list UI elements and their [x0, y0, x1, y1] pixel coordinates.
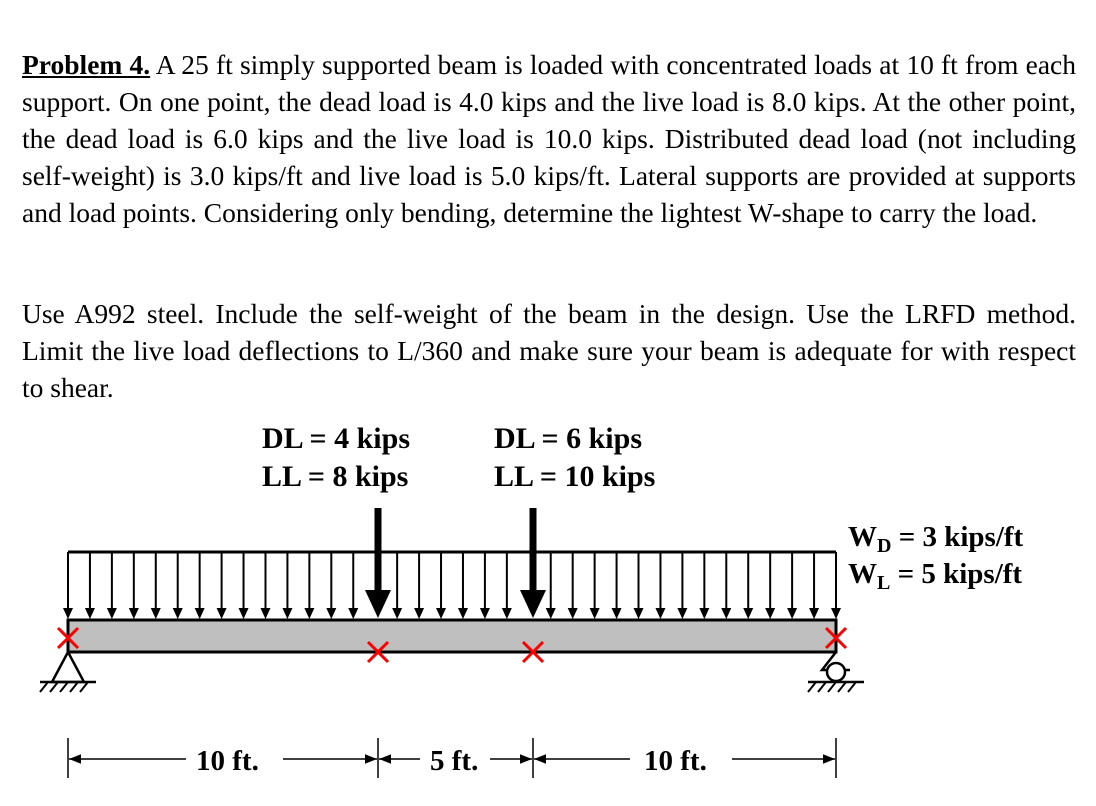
distributed-load-arrowhead [129, 608, 139, 619]
distributed-load [63, 552, 841, 619]
distributed-load-arrowhead [282, 608, 292, 619]
point-load-2-arrow [520, 508, 546, 618]
distributed-load-arrowhead [195, 608, 205, 619]
distributed-load-arrowhead [414, 608, 424, 619]
problem-statement [22, 46, 1076, 231]
distributed-load-arrowhead [568, 608, 578, 619]
distributed-load-arrowhead [260, 608, 270, 619]
point-load-1-arrow [365, 508, 391, 618]
distributed-load-arrowhead [304, 608, 314, 619]
distributed-load-arrowhead [217, 608, 227, 619]
distributed-load-arrowhead [151, 608, 161, 619]
problem-label: Problem 4. [22, 48, 151, 80]
distributed-dead-label: $W_D = 3$ kips/ft [848, 521, 1024, 557]
distributed-load-arrowhead [239, 608, 249, 619]
distributed-load-arrowhead [85, 608, 95, 619]
distributed-load-arrowhead [458, 608, 468, 619]
load2-dead-label: DL = 6 kips [494, 422, 642, 455]
problem-text: A 25 ft simply supported beam is loaded with concentrated loads at 10 ft from each support. On one point, the dead load is 4.0 kips and the live load is 8.0 kips. At the other point, the dead load is 6.0 kips and the live load is 10.0 kips. Distributed dead load (not including self-weight) is 3.0 kips/ft and live load is 5.0 kips/ft. Lateral supports are provided at supports and load points. Considering only bending, determine the lightest W-shape to carry the load. [22, 48, 1076, 228]
dimension-right-label: 10 ft. [644, 745, 707, 777]
beam [68, 620, 836, 652]
distributed-load-arrowhead [63, 608, 73, 619]
load2-live-label: LL = 10 kips [494, 460, 656, 493]
distributed-load-arrowhead [809, 608, 819, 619]
distributed-load-arrowhead [436, 608, 446, 619]
pin-support [40, 652, 96, 692]
distributed-load-arrowhead [502, 608, 512, 619]
distributed-load-arrowhead [831, 608, 841, 619]
distributed-load-arrowhead [590, 608, 600, 619]
distributed-load-arrowhead [721, 608, 731, 619]
distributed-load-arrowhead [173, 608, 183, 619]
distributed-live-label: $W_L = 5$ kips/ft [848, 558, 1023, 594]
distributed-load-arrowhead [743, 608, 753, 619]
distributed-load-arrowhead [677, 608, 687, 619]
load1-live-label: LL = 8 kips [262, 460, 409, 493]
distributed-load-arrows [63, 552, 841, 619]
roller-support [808, 652, 864, 692]
distributed-load-arrowhead [546, 608, 556, 619]
distributed-load-arrowhead [765, 608, 775, 619]
distributed-load-arrowhead [107, 608, 117, 619]
distributed-load-arrowhead [392, 608, 402, 619]
dimension-left-label: 10 ft. [196, 745, 259, 777]
distributed-load-arrowhead [634, 608, 644, 619]
dimension-middle-label: 5 ft. [430, 745, 479, 777]
load1-dead-label: DL = 4 kips [262, 422, 410, 455]
design-instructions: Use A992 steel. Include the self-weight of the beam in the design. Use the LRFD method. Limit the live load deflections to L/360 and make sure your beam is adequate for with respect to shear. [22, 297, 1076, 403]
beam-diagram [0, 400, 1096, 806]
distributed-load-arrowhead [348, 608, 358, 619]
distributed-load-arrowhead [326, 608, 336, 619]
distributed-load-arrowhead [787, 608, 797, 619]
distributed-load-arrowhead [655, 608, 665, 619]
distributed-load-arrowhead [699, 608, 709, 619]
distributed-load-arrowhead [480, 608, 490, 619]
distributed-load-arrowhead [612, 608, 622, 619]
